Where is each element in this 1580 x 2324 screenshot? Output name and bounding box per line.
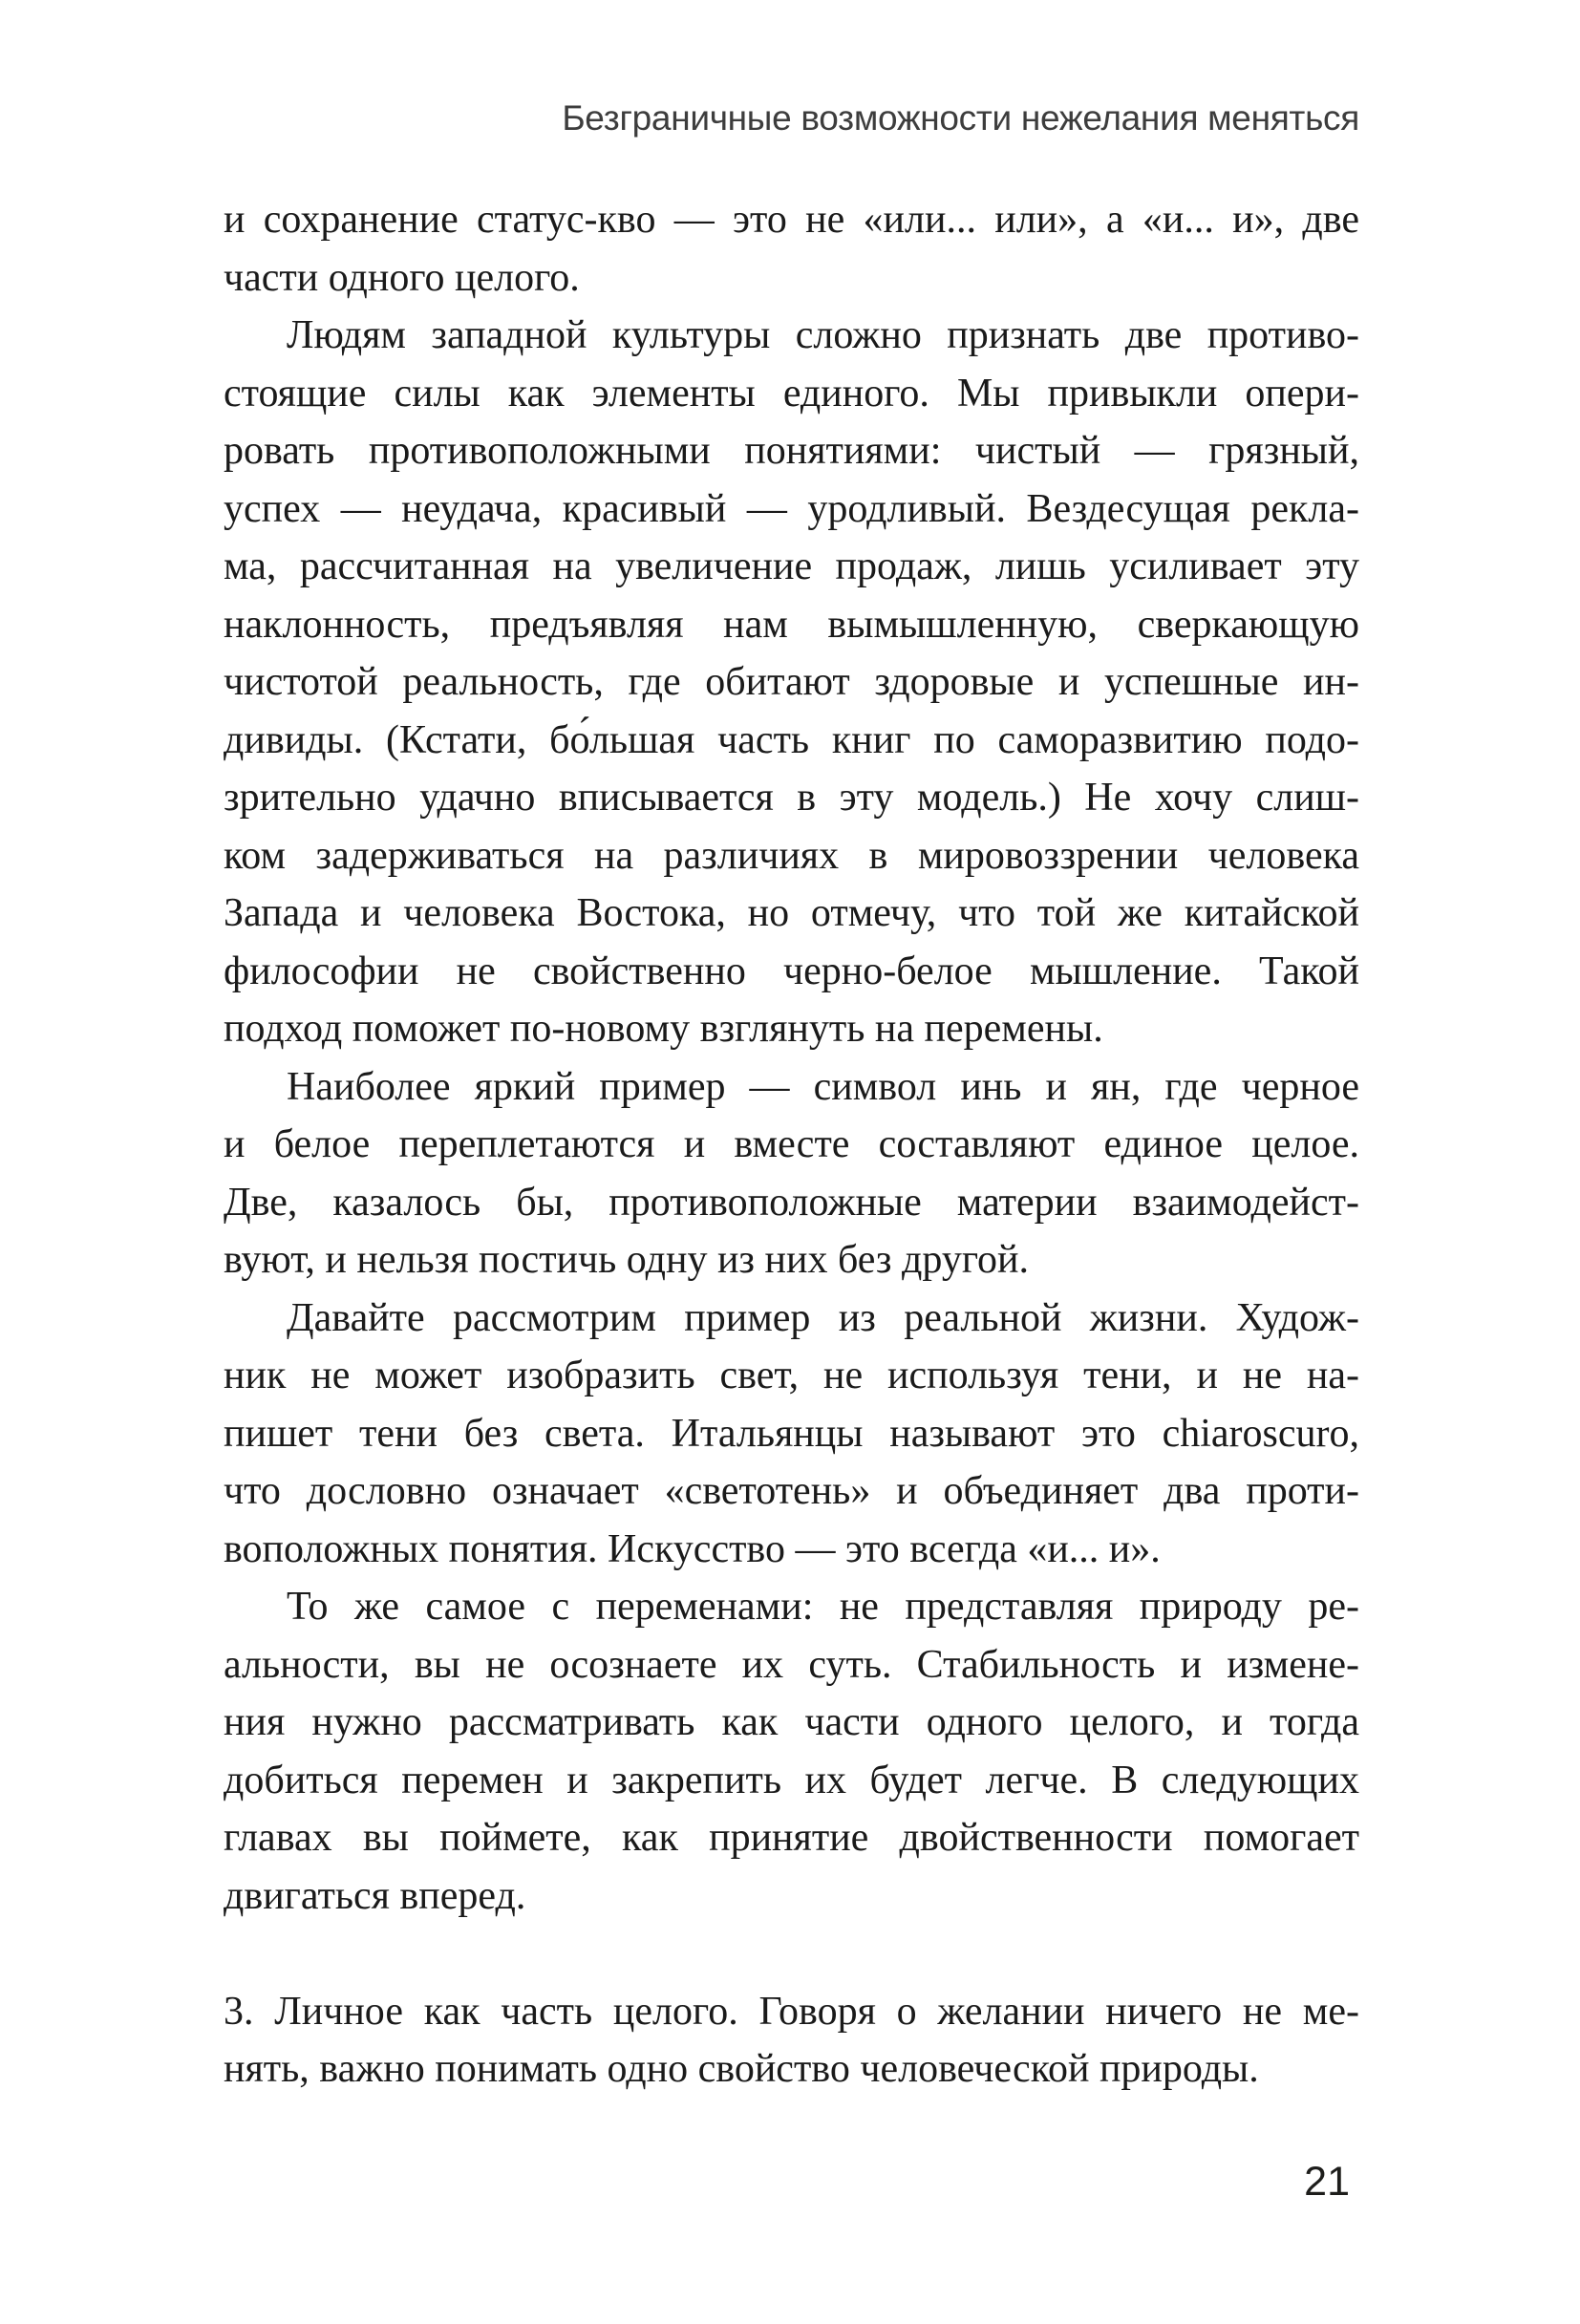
running-head: Безграничные возможности нежелания меняться	[562, 98, 1359, 138]
body-line: ровать противоположными понятиями: чистый — грязный,	[224, 429, 1359, 473]
body-line: подход поможет по-новому взглянуть на перемены.	[224, 1007, 1103, 1051]
body-line: Две, казалось бы, противоположные материи взаимодейст-	[224, 1180, 1359, 1225]
body-line: зрительно удачно вписывается в эту модель.) Не хочу слиш-	[224, 776, 1359, 820]
body-line: То же самое с переменами: не представляя природу ре-	[287, 1585, 1359, 1629]
body-line: что дословно означает «светотень» и объединяет два проти-	[224, 1469, 1359, 1513]
body-line: главах вы поймете, как принятие двойственности помогает	[224, 1816, 1359, 1860]
body-line: добиться перемен и закрепить их будет легче. В следующих	[224, 1758, 1359, 1802]
body-line: наклонность, предъявляя нам вымышленную, сверкающую	[224, 602, 1359, 647]
page-number: 21	[1304, 2159, 1350, 2205]
body-line: и сохранение статус-кво — это не «или... или», а «и... и», две	[224, 198, 1359, 242]
body-line: воположных понятия. Искусство — это всегда «и... и».	[224, 1526, 1161, 1571]
paragraph	[224, 1058, 1359, 1290]
body-line: ник не может изобразить свет, не используя тени, и не на-	[224, 1354, 1359, 1397]
body-line: 3. Личное как часть целого. Говоря о желании ничего не ме-	[224, 1989, 1359, 2034]
paragraph	[224, 1290, 1359, 1579]
body-line: и белое переплетаются и вместе составляют единое целое.	[224, 1122, 1359, 1166]
body-line: Давайте рассмотрим пример из реальной жизни. Худож-	[287, 1295, 1359, 1340]
paragraph	[224, 307, 1359, 1058]
body-text	[224, 191, 1359, 2099]
body-line: Наиболее яркий пример — символ инь и ян, где черное	[287, 1064, 1359, 1109]
body-line: ма, рассчитанная на увеличение продаж, лишь усиливает эту	[224, 544, 1359, 588]
body-line: пишет тени без света. Итальянцы называют это chiaroscuro,	[224, 1411, 1359, 1456]
body-line: Запада и человека Востока, но отмечу, что той же китайской	[224, 891, 1359, 935]
body-line: чистотой реальность, где обитают здоровые и успешные ин-	[224, 660, 1359, 704]
body-line: ния нужно рассматривать как части одного целого, и тогда	[224, 1700, 1359, 1744]
body-line: философии не свойственно черно-белое мышление. Такой	[224, 949, 1359, 993]
paragraph	[224, 1983, 1359, 2099]
body-line: стоящие силы как элементы единого. Мы привыкли опери-	[224, 371, 1359, 416]
body-line: альности, вы не осознаете их суть. Стабильность и измене-	[224, 1642, 1359, 1687]
body-line: ком задерживаться на различиях в мировоззрении человека	[224, 833, 1359, 878]
body-line: нять, важно понимать одно свойство человеческой природы.	[224, 2047, 1259, 2091]
body-line: вуют, и нельзя постичь одну из них без другой.	[224, 1238, 1029, 1282]
paragraph	[224, 1578, 1359, 1925]
body-line: двигаться вперед.	[224, 1873, 526, 1918]
body-line: дивиды. (Кстати, бо́льшая часть книг по саморазвитию подо-	[224, 717, 1359, 762]
body-line: части одного целого.	[224, 255, 580, 300]
body-line: успех — неудача, красивый — уродливый. Вездесущая рекла-	[224, 486, 1359, 531]
body-line: Людям западной культуры сложно признать две противо-	[287, 313, 1359, 357]
paragraph	[224, 191, 1359, 307]
